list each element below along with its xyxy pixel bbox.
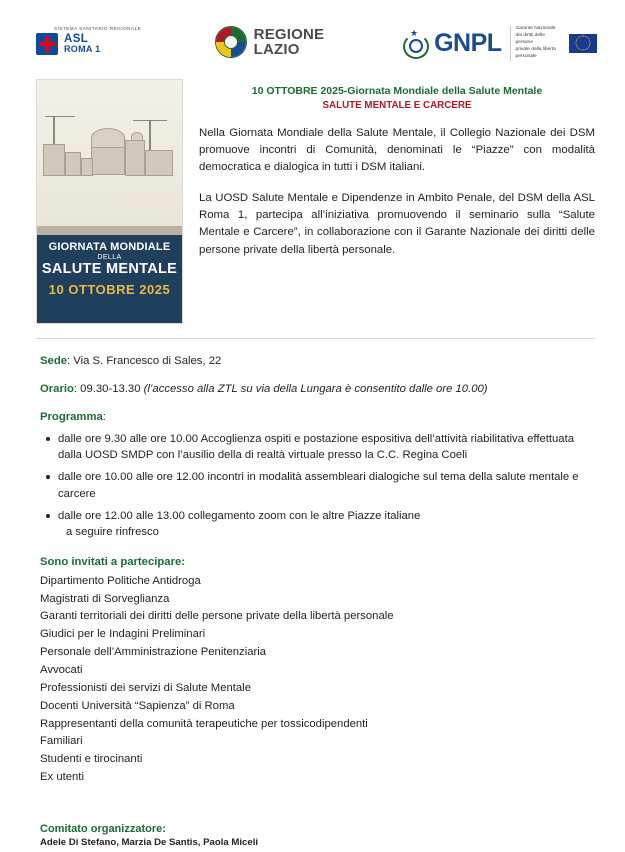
sede-label: Sede	[40, 354, 68, 367]
sede-row	[40, 353, 595, 370]
list-item: Personale dell’Amministrazione Penitenziaria	[40, 646, 267, 659]
programma-item-extra: a seguire rinfresco	[66, 526, 159, 539]
programma-item-text: dalle ore 10.00 alle ore 12.00 incontri in modalità assembleari dialogiche sul tema della salute mentale e carcere	[58, 471, 579, 500]
gnpl-wordmark: GNPL	[434, 28, 502, 57]
intro-paragraph-2: La UOSD Salute Mentale e Dipendenze in Ambito Penale, del DSM della ASL Roma 1, partecipa all’iniziativa promuovendo il seminario sulla “Salute Mentale e Carcere”, in collaborazione con il Garante Nazionale dei diritti delle persone private della libertà personale.	[199, 191, 595, 256]
poster-title-line3: SALUTE MENTALE	[41, 261, 178, 278]
list-item	[58, 431, 595, 464]
gnpl-subtitle-line1: Garante Nazionale	[515, 26, 556, 31]
republic-emblem-icon: ★	[400, 28, 428, 58]
list-item: Familiari	[40, 735, 83, 748]
poster-title-line1: GIORNATA MONDIALE	[48, 241, 171, 254]
list-item: Docenti Università “Sapienza” di Roma	[40, 699, 235, 712]
programma-list	[40, 431, 595, 541]
invited-heading	[40, 554, 595, 571]
intro-section	[0, 61, 625, 324]
committee-label: Comitato organizzatore:	[40, 822, 166, 835]
programma-colon: :	[102, 410, 106, 423]
list-item: Dipartimento Politiche Antidroga	[40, 574, 201, 587]
regione-label-line1: REGIONE	[253, 26, 325, 43]
intro-paragraph-1: Nella Giornata Mondiale della Salute Mentale, il Collegio Nazionale dei DSM promuove incontri di Comunità, denominati le “Piazze” con modalità democratica e dialogica in tutti i DSM italiani.	[199, 126, 595, 174]
list-item: Rappresentanti della comunità terapeutiche per tossicodipendenti	[40, 717, 368, 730]
list-item: Giudici per le Indagini Preliminari	[40, 628, 206, 641]
list-item: Avvocati	[40, 663, 83, 676]
intro-text-block	[199, 79, 595, 272]
details-section	[0, 339, 625, 787]
event-poster-image	[36, 79, 183, 324]
gnpl-subtitle-line3: private della libertà personale	[515, 46, 556, 59]
eu-flag-icon	[569, 34, 597, 53]
gnpl-subtitle-line2: dei diritti delle persone	[515, 32, 545, 45]
orario-note: (l’accesso alla ZTL su via della Lungara è consentito dalle ore 10.00)	[143, 382, 488, 395]
asl-region-label: SISTEMA SANITARIO REGIONALE	[54, 26, 142, 31]
list-item: Magistrati di Sorveglianza	[40, 592, 170, 605]
list-item	[58, 469, 595, 502]
invited-label: Sono invitati a partecipare:	[40, 555, 186, 568]
sede-value: : Via S. Francesco di Sales, 22	[67, 354, 222, 367]
asl-label-line2: ROMA 1	[64, 44, 101, 55]
programma-row	[40, 409, 595, 426]
programma-item-text: dalle ore 9.30 alle ore 10.00 Accoglienza ospiti e postazione espositiva dell’attività riabilitativa effettuata dalla UOSD SMDP con l’ausilio della di realtà virtuale presso la C.C. Regina Coeli	[58, 432, 575, 461]
logo-gnpl	[400, 26, 597, 61]
poster-title-line2: DELLA	[97, 254, 122, 262]
gnpl-subtitle	[510, 26, 559, 61]
orario-value: : 09.30-13.30	[73, 382, 144, 395]
logo-asl-roma-1	[36, 26, 173, 55]
committee-names: Adele Di Stefano, Marzia De Santis, Paola Miceli	[40, 836, 259, 848]
poster-city-illustration	[37, 114, 182, 240]
asl-label-line1: ASL	[64, 33, 89, 46]
orario-label: Orario	[40, 382, 74, 395]
document-title: 10 OTTOBRE 2025-Giornata Mondiale della Salute Mentale	[251, 84, 543, 97]
invited-list	[40, 573, 595, 787]
regione-label-line2: LAZIO	[253, 41, 300, 58]
committee-section	[0, 787, 625, 848]
poster-banner	[37, 235, 182, 322]
list-item: Ex utenti	[40, 771, 84, 784]
header-logos	[0, 0, 625, 61]
red-cross-icon	[36, 33, 58, 55]
list-item: Professionisti dei servizi di Salute Mentale	[40, 681, 251, 694]
programma-label: Programma	[40, 410, 103, 423]
list-item: Studenti e tirocinanti	[40, 753, 143, 766]
orario-row	[40, 381, 595, 398]
list-item: Garanti territoriali dei diritti delle persone private della libertà personale	[40, 610, 394, 623]
list-item	[58, 508, 595, 541]
logo-regione-lazio	[215, 26, 374, 58]
regione-lazio-shield-icon	[215, 26, 247, 58]
document-subtitle: SALUTE MENTALE E CARCERE	[322, 99, 472, 111]
programma-item-text: dalle ore 12.00 alle 13.00 collegamento zoom con le altre Piazze italiane	[58, 510, 421, 523]
poster-date: 10 OTTOBRE 2025	[48, 282, 171, 298]
